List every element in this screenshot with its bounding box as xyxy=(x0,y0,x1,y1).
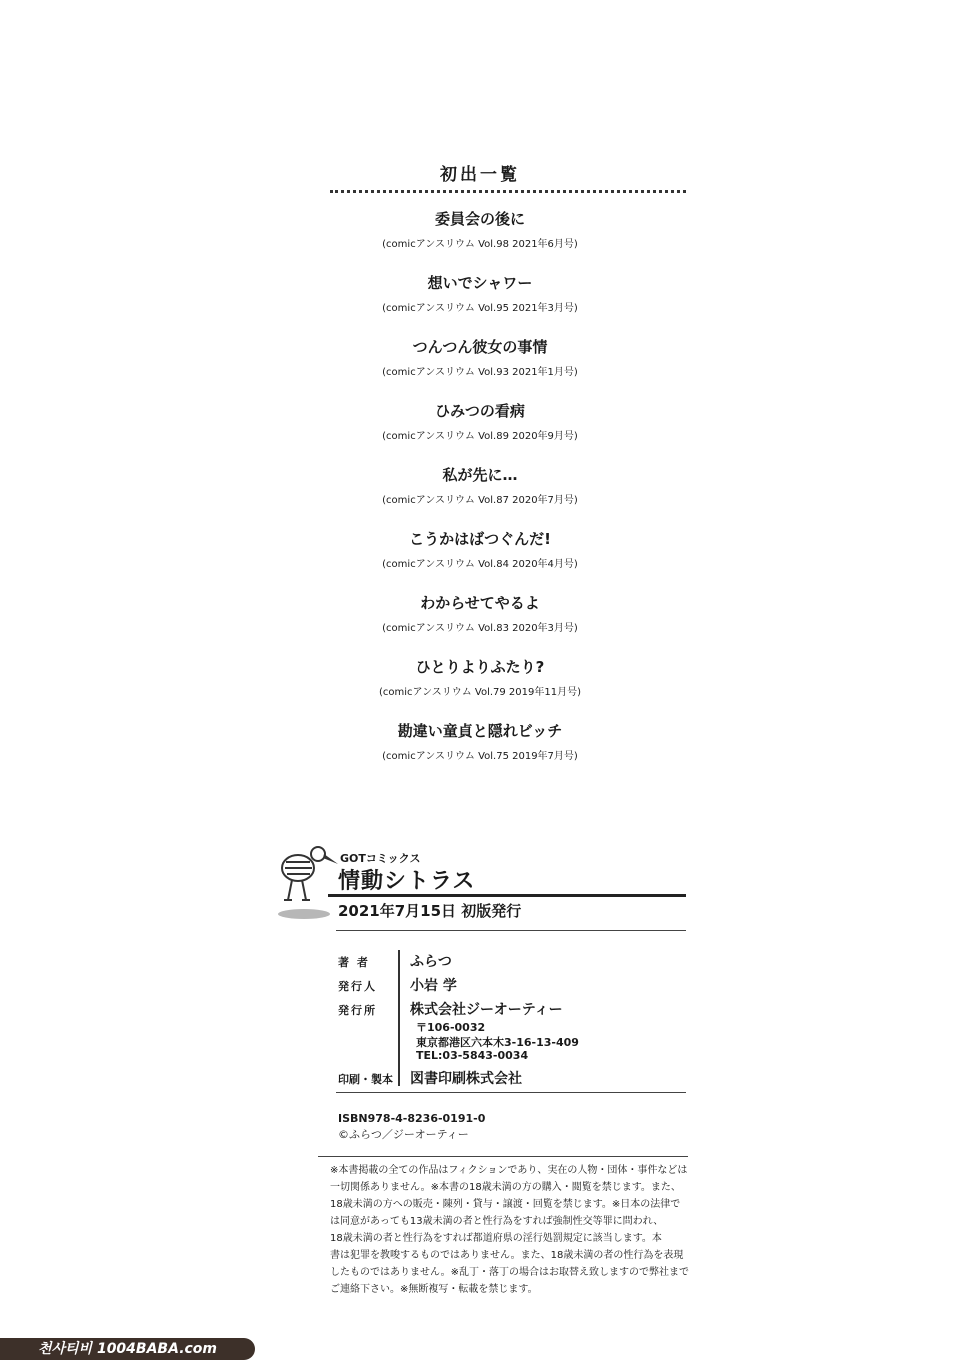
notice-line: 一切関係ありません。※本書の18歳未満の方の購入・閲覧を禁じます。また、 xyxy=(330,1182,681,1193)
book-title: 情動シトラス xyxy=(338,869,476,894)
toc-entry-source: (comicアンスリウム Vol.87 2020年7月号) xyxy=(382,495,578,506)
publisher-name: 小岩 学 xyxy=(410,978,457,994)
notice-line: ご連絡下さい。※無断複写・転載を禁じます。 xyxy=(330,1284,538,1295)
toc-entry-title: 勘違い童貞と隠れビッチ xyxy=(397,722,563,740)
publisher-label: 発行人 xyxy=(338,980,377,993)
toc-entry-source: (comicアンスリウム Vol.89 2020年9月号) xyxy=(382,431,578,442)
toc-entry-source: (comicアンスリウム Vol.98 2021年6月号) xyxy=(382,239,578,250)
toc-heading: 初出一覧 xyxy=(440,165,520,185)
toc-entry-source: (comicアンスリウム Vol.79 2019年11月号) xyxy=(378,687,582,698)
toc-entry-title: こうかはばつぐんだ! xyxy=(409,530,551,548)
legal-notice xyxy=(330,1162,690,1298)
bird-logo-icon xyxy=(268,838,340,922)
credits-bottom-rule xyxy=(336,1092,686,1093)
notice-line: ※本書掲載の全ての作品はフィクションであり、実在の人物・団体・事件などは xyxy=(330,1165,688,1176)
notice-line: 書は犯罪を教唆するものではありません。また、18歳未満の者の性行為を表現 xyxy=(330,1250,684,1261)
watermark-link[interactable]: 천사티비 1004BABA.com xyxy=(0,1338,255,1360)
toc-entry-source: (comicアンスリウム Vol.95 2021年3月号) xyxy=(382,303,578,314)
notice-line: したものではありません。※乱丁・落丁の場合はお取替え致しますので弊社まで xyxy=(330,1267,689,1278)
isbn: ISBN978-4-8236-0191-0 xyxy=(338,1112,486,1125)
notice-line: 18歳未満の者と性行為をすれば都道府県の淫行処罰規定に該当します。本 xyxy=(330,1233,662,1244)
address: 東京都港区六本木3-16-13-409 xyxy=(416,1036,579,1049)
author-name: ふらつ xyxy=(410,954,452,970)
toc-entry-title: 想いでシャワー xyxy=(427,274,533,292)
series-label: GOTコミックス xyxy=(340,852,421,865)
toc-entry-source: (comicアンスリウム Vol.83 2020年3月号) xyxy=(382,623,578,634)
telephone: TEL:03-5843-0034 xyxy=(416,1049,529,1062)
office-label: 発行所 xyxy=(338,1004,377,1017)
dotted-divider xyxy=(330,190,686,193)
postal-code: 〒106-0032 xyxy=(416,1021,486,1034)
toc-entry-source: (comicアンスリウム Vol.93 2021年1月号) xyxy=(382,367,578,378)
toc-entry-title: わからせてやるよ xyxy=(420,594,540,612)
notice-line: 18歳未満の方への販売・陳列・貸与・譲渡・回覧を禁じます。※日本の法律で xyxy=(330,1199,681,1210)
printing-company: 図書印刷株式会社 xyxy=(410,1071,522,1087)
toc-entry-title: ひとりよりふたり? xyxy=(415,658,545,676)
credits-divider xyxy=(398,950,400,1086)
toc-entry-title: ひみつの看病 xyxy=(435,402,525,420)
copyright: ©ふらつ／ジーオーティー xyxy=(338,1128,469,1141)
notice-line: は同意があっても13歳未満の者と性行為をすれば強制性交等罪に問われ、 xyxy=(330,1216,664,1227)
toc-entry-source: (comicアンスリウム Vol.75 2019年7月号) xyxy=(382,751,578,762)
toc-entry-title: つんつん彼女の事情 xyxy=(412,338,548,356)
edition-date: 2021年7月15日 初版発行 xyxy=(338,902,522,920)
toc-entry-source: (comicアンスリウム Vol.84 2020年4月号) xyxy=(382,559,578,570)
office-name: 株式会社ジーオーティー xyxy=(410,1002,563,1018)
author-label: 著 者 xyxy=(338,956,370,969)
edition-divider xyxy=(336,930,686,931)
printing-label: 印刷・製本 xyxy=(338,1073,393,1086)
title-divider xyxy=(328,894,686,897)
toc-entry-title: 委員会の後に xyxy=(434,210,525,228)
toc-entry-title: 私が先に… xyxy=(442,466,518,484)
